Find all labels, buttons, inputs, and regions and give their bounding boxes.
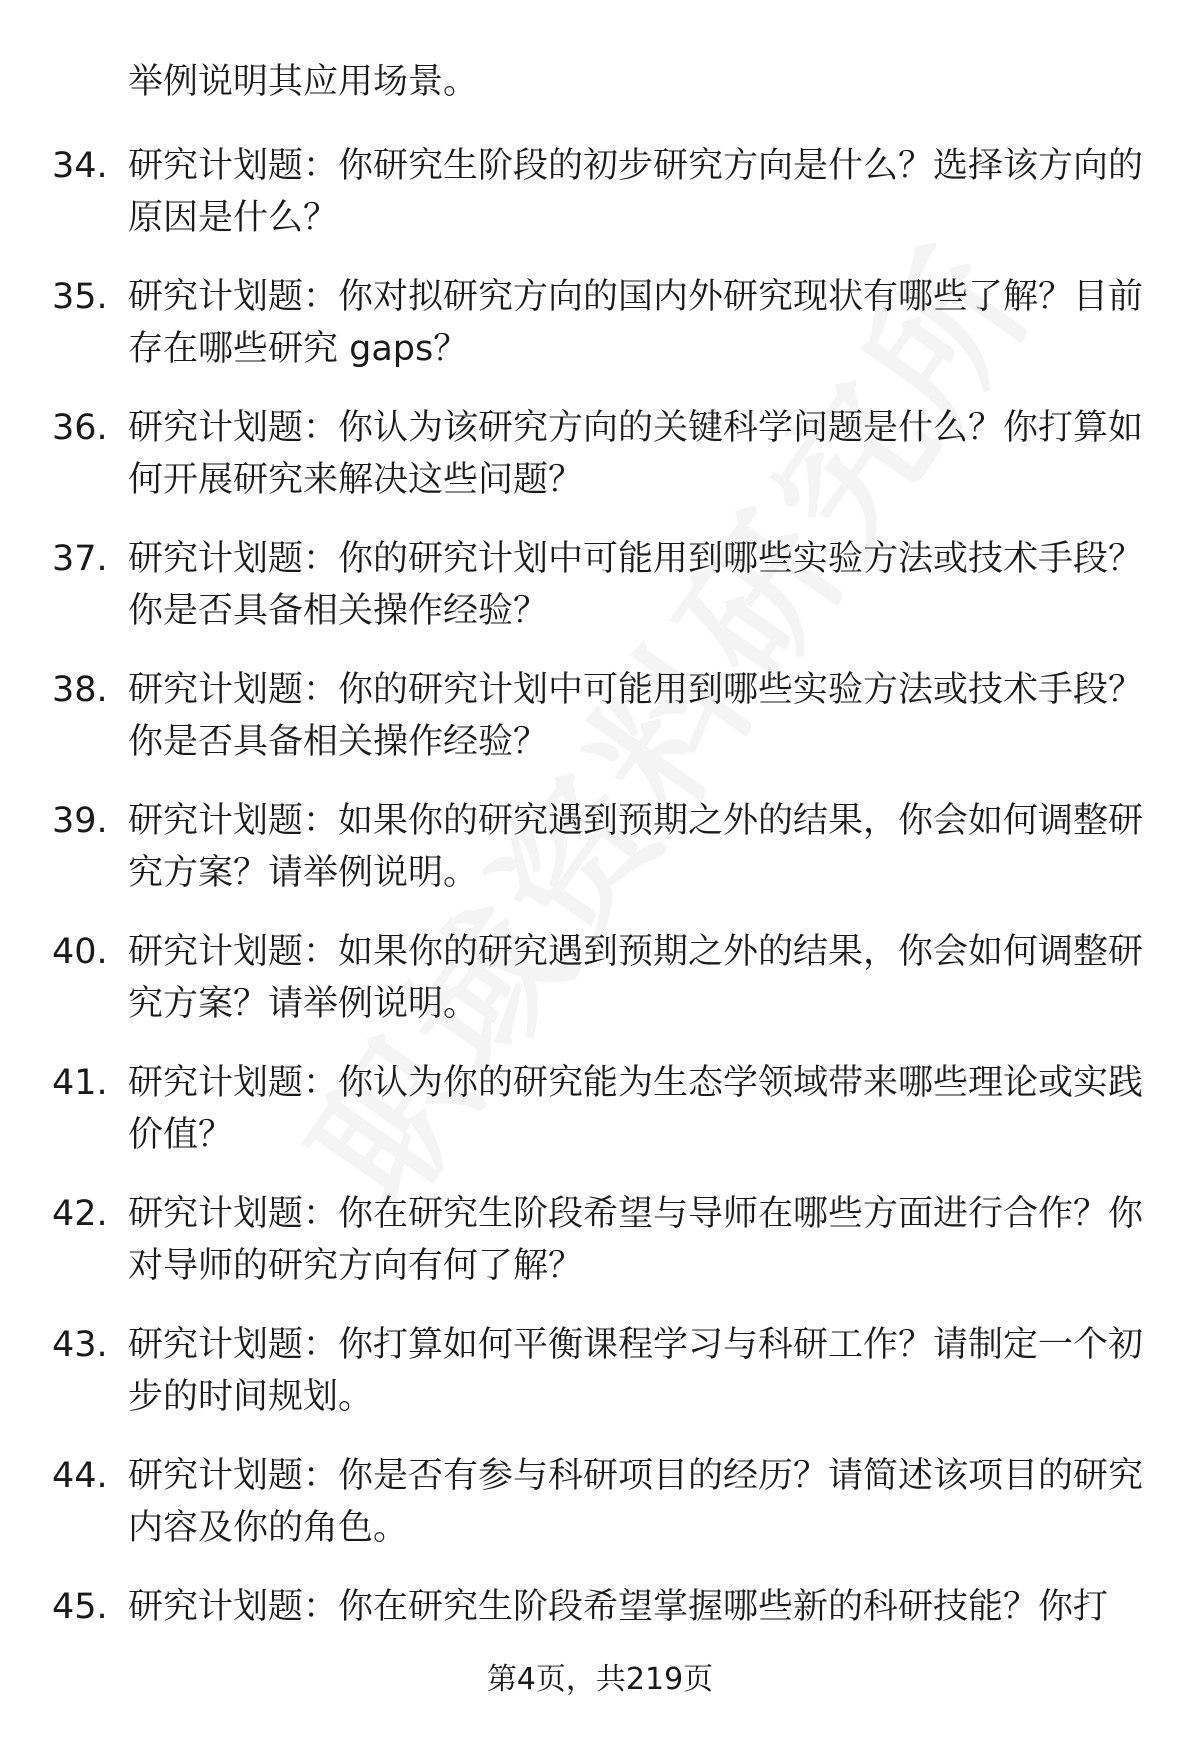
question-item xyxy=(0,402,1200,533)
question-number: 41. xyxy=(52,1063,108,1103)
question-text: 研究计划题：如果你的研究遇到预期之外的结果，你会如何调整研究方案？请举例说明。 xyxy=(128,801,1144,893)
question-item xyxy=(0,1450,1200,1581)
question-text: 研究计划题：你对拟研究方向的国内外研究现状有哪些了解？目前存在哪些研究 gaps？ xyxy=(128,277,1144,369)
question-list xyxy=(0,140,1200,1712)
question-item xyxy=(0,1188,1200,1319)
question-item xyxy=(0,140,1200,271)
question-number: 36. xyxy=(52,408,108,448)
question-text: 研究计划题：你研究生阶段的初步研究方向是什么？选择该方向的原因是什么？ xyxy=(128,146,1144,238)
question-item xyxy=(0,926,1200,1057)
question-text: 研究计划题：你在研究生阶段希望与导师在哪些方面进行合作？你对导师的研究方向有何了解？ xyxy=(128,1194,1144,1286)
question-text: 研究计划题：你的研究计划中可能用到哪些实验方法或技术手段？你是否具备相关操作经验？ xyxy=(128,670,1144,762)
question-text: 研究计划题：你的研究计划中可能用到哪些实验方法或技术手段？你是否具备相关操作经验？ xyxy=(128,539,1144,631)
question-text: 研究计划题：你打算如何平衡课程学习与科研工作？请制定一个初步的时间规划。 xyxy=(128,1325,1144,1417)
question-number: 38. xyxy=(52,670,108,710)
question-number: 34. xyxy=(52,146,108,186)
question-text: 研究计划题：你认为你的研究能为生态学领域带来哪些理论或实践价值？ xyxy=(128,1063,1144,1155)
question-number: 42. xyxy=(52,1194,108,1234)
question-text: 研究计划题：你认为该研究方向的关键科学问题是什么？你打算如何开展研究来解决这些问题？ xyxy=(128,408,1144,500)
question-text: 研究计划题：你是否有参与科研项目的经历？请简述该项目的研究内容及你的角色。 xyxy=(128,1456,1144,1548)
question-text: 研究计划题：如果你的研究遇到预期之外的结果，你会如何调整研究方案？请举例说明。 xyxy=(128,932,1144,1024)
question-item xyxy=(0,533,1200,664)
question-item xyxy=(0,795,1200,926)
page-footer: 第4页，共219页 xyxy=(486,1662,714,1697)
question-number: 45. xyxy=(52,1587,108,1627)
question-number: 43. xyxy=(52,1325,108,1365)
question-number: 39. xyxy=(52,801,108,841)
question-text: 研究计划题：你在研究生阶段希望掌握哪些新的科研技能？你打 xyxy=(128,1587,1109,1627)
question-item xyxy=(0,271,1200,402)
question-item xyxy=(0,1057,1200,1188)
question-number: 37. xyxy=(52,539,108,579)
question-number: 44. xyxy=(52,1456,108,1496)
question-number: 40. xyxy=(52,932,108,972)
question-number: 35. xyxy=(52,277,108,317)
question-item xyxy=(0,1319,1200,1450)
continuation-text: 举例说明其应用场景。 xyxy=(128,62,479,102)
question-item xyxy=(0,664,1200,795)
